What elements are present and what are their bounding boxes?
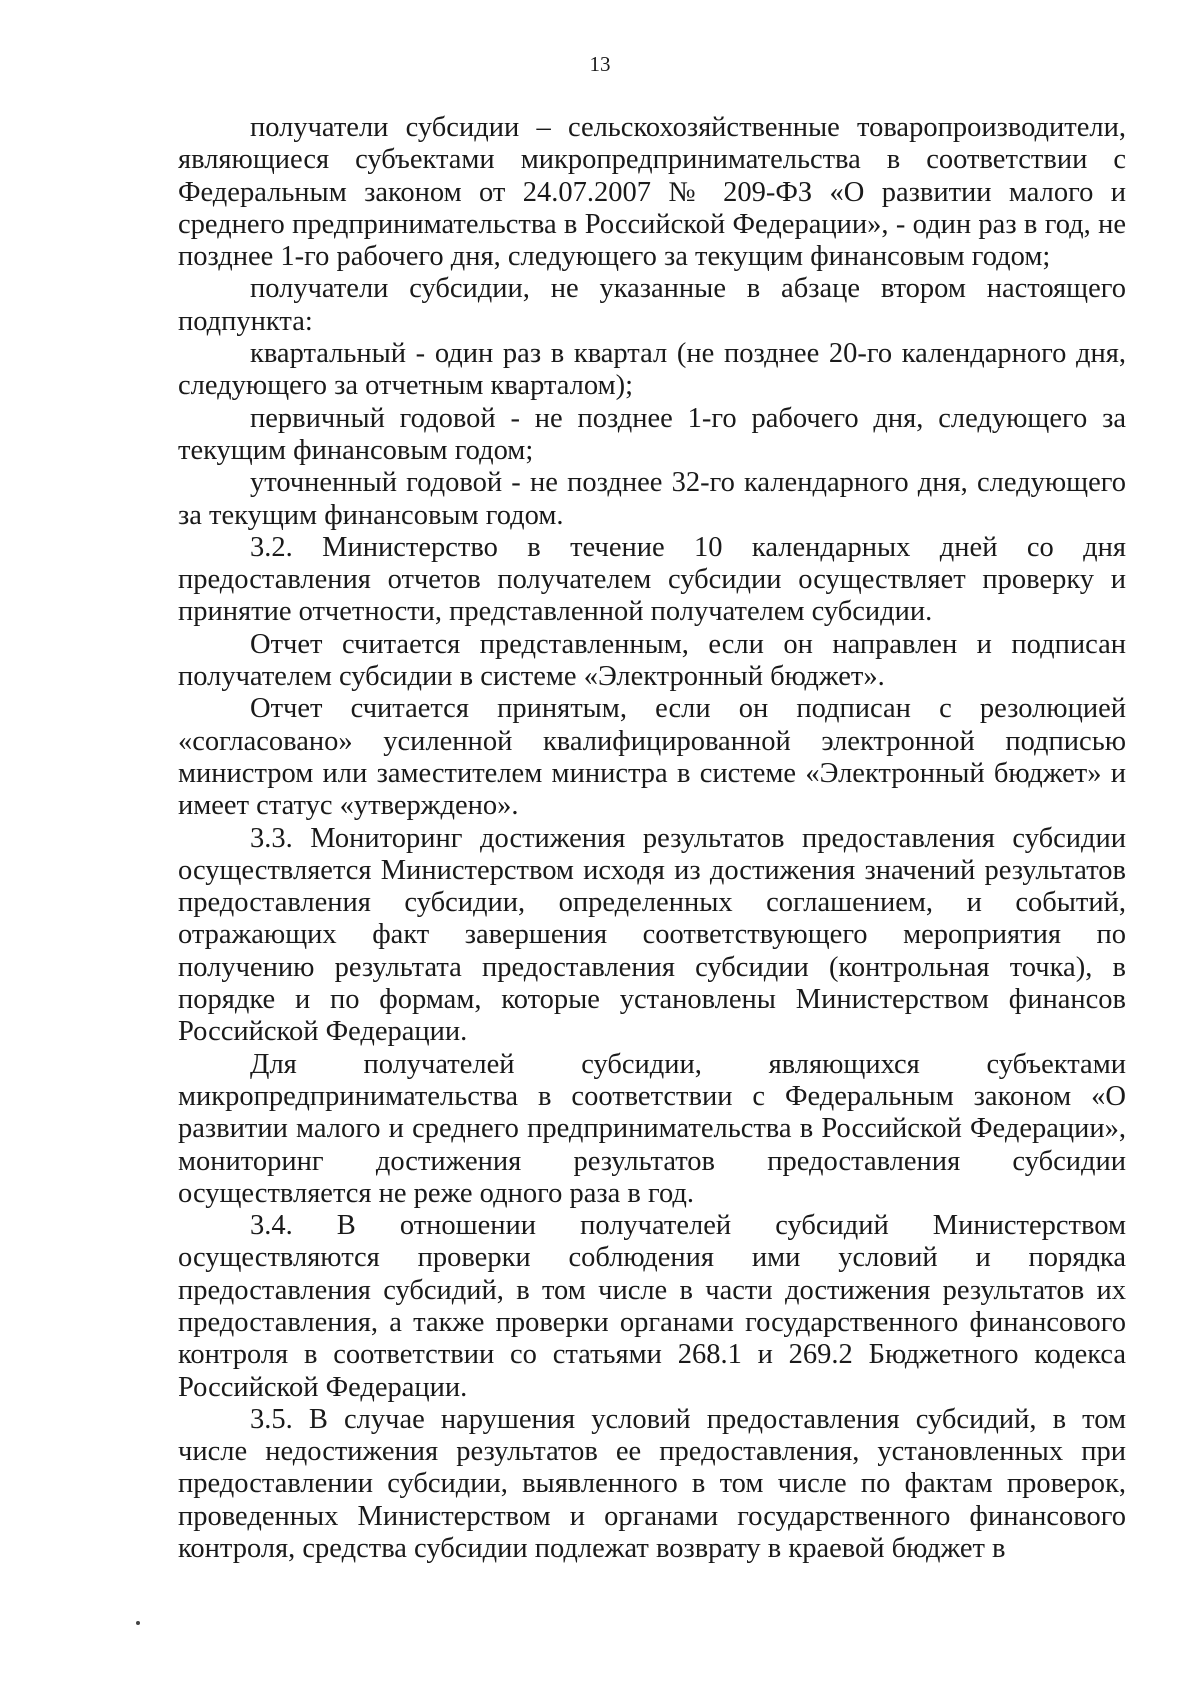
scan-artifact-dot — [136, 1621, 140, 1625]
document-body — [178, 112, 1126, 1565]
paragraph-section-3-4: 3.4. В отношении получателей субсидий Министерством осуществляются проверки соблюдения ими условий и порядка предоставления субсидий, в том числе в части достижения результатов их предоставления, а также проверки органами государственного финансового контроля в соответствии со статьями 268.1 и 269.2 Бюджетного кодекса Российской Федерации. — [178, 1210, 1126, 1403]
paragraph: получатели субсидии – сельскохозяйственные товаропроизводители, являющиеся субъектами микропредпринимательства в соответствии с Федеральным законом от 24.07.2007 № 209-ФЗ «О развитии малого и среднего предпринимательства в Российской Федерации», - один раз в год, не позднее 1-го рабочего дня, следующего за текущим финансовым годом; — [178, 112, 1126, 273]
paragraph: Отчет считается принятым, если он подписан с резолюцией «согласовано» усиленной квалифицированной электронной подписью министром или заместителем министра в системе «Электронный бюджет» и имеет статус «утверждено». — [178, 693, 1126, 822]
paragraph-section-3-2: 3.2. Министерство в течение 10 календарных дней со дня предоставления отчетов получателем субсидии осуществляет проверку и принятие отчетности, представленной получателем субсидии. — [178, 531, 1126, 628]
paragraph: уточненный годовой - не позднее 32-го календарного дня, следующего за текущим финансовым годом. — [178, 467, 1126, 531]
paragraph: получатели субсидии, не указанные в абзаце втором настоящего подпункта: — [178, 273, 1126, 337]
page-number: 13 — [589, 52, 611, 76]
paragraph: Для получателей субсидии, являющихся субъектами микропредпринимательства в соответствии с Федеральным законом «О развитии малого и среднего предпринимательства в Российской Федерации», мониторинг достижения результатов предоставления субсидии осуществляется не реже одного раза в год. — [178, 1048, 1126, 1209]
paragraph: Отчет считается представленным, если он направлен и подписан получателем субсидии в системе «Электронный бюджет». — [178, 628, 1126, 693]
paragraph-section-3-3: 3.3. Мониторинг достижения результатов предоставления субсидии осуществляется Министерством исходя из достижения значений результатов предоставления субсидии, определенных соглашением, и событий, отражающих факт завершения соответствующего мероприятия по получению результата предоставления субсидии (контрольная точка), в порядке и по формам, которые установлены Министерством финансов Российской Федерации. — [178, 822, 1126, 1048]
paragraph: первичный годовой - не позднее 1-го рабочего дня, следующего за текущим финансовым годом; — [178, 402, 1126, 466]
paragraph: квартальный - один раз в квартал (не позднее 20-го календарного дня, следующего за отчетным кварталом); — [178, 338, 1126, 402]
paragraph-section-3-5: 3.5. В случае нарушения условий предоставления субсидий, в том числе недостижения результатов ее предоставления, установленных при предоставлении субсидии, выявленного в том числе по фактам проверок, проведенных Министерством и органами государственного финансового контроля, средства субсидии подлежат возврату в краевой бюджет в — [178, 1403, 1126, 1565]
